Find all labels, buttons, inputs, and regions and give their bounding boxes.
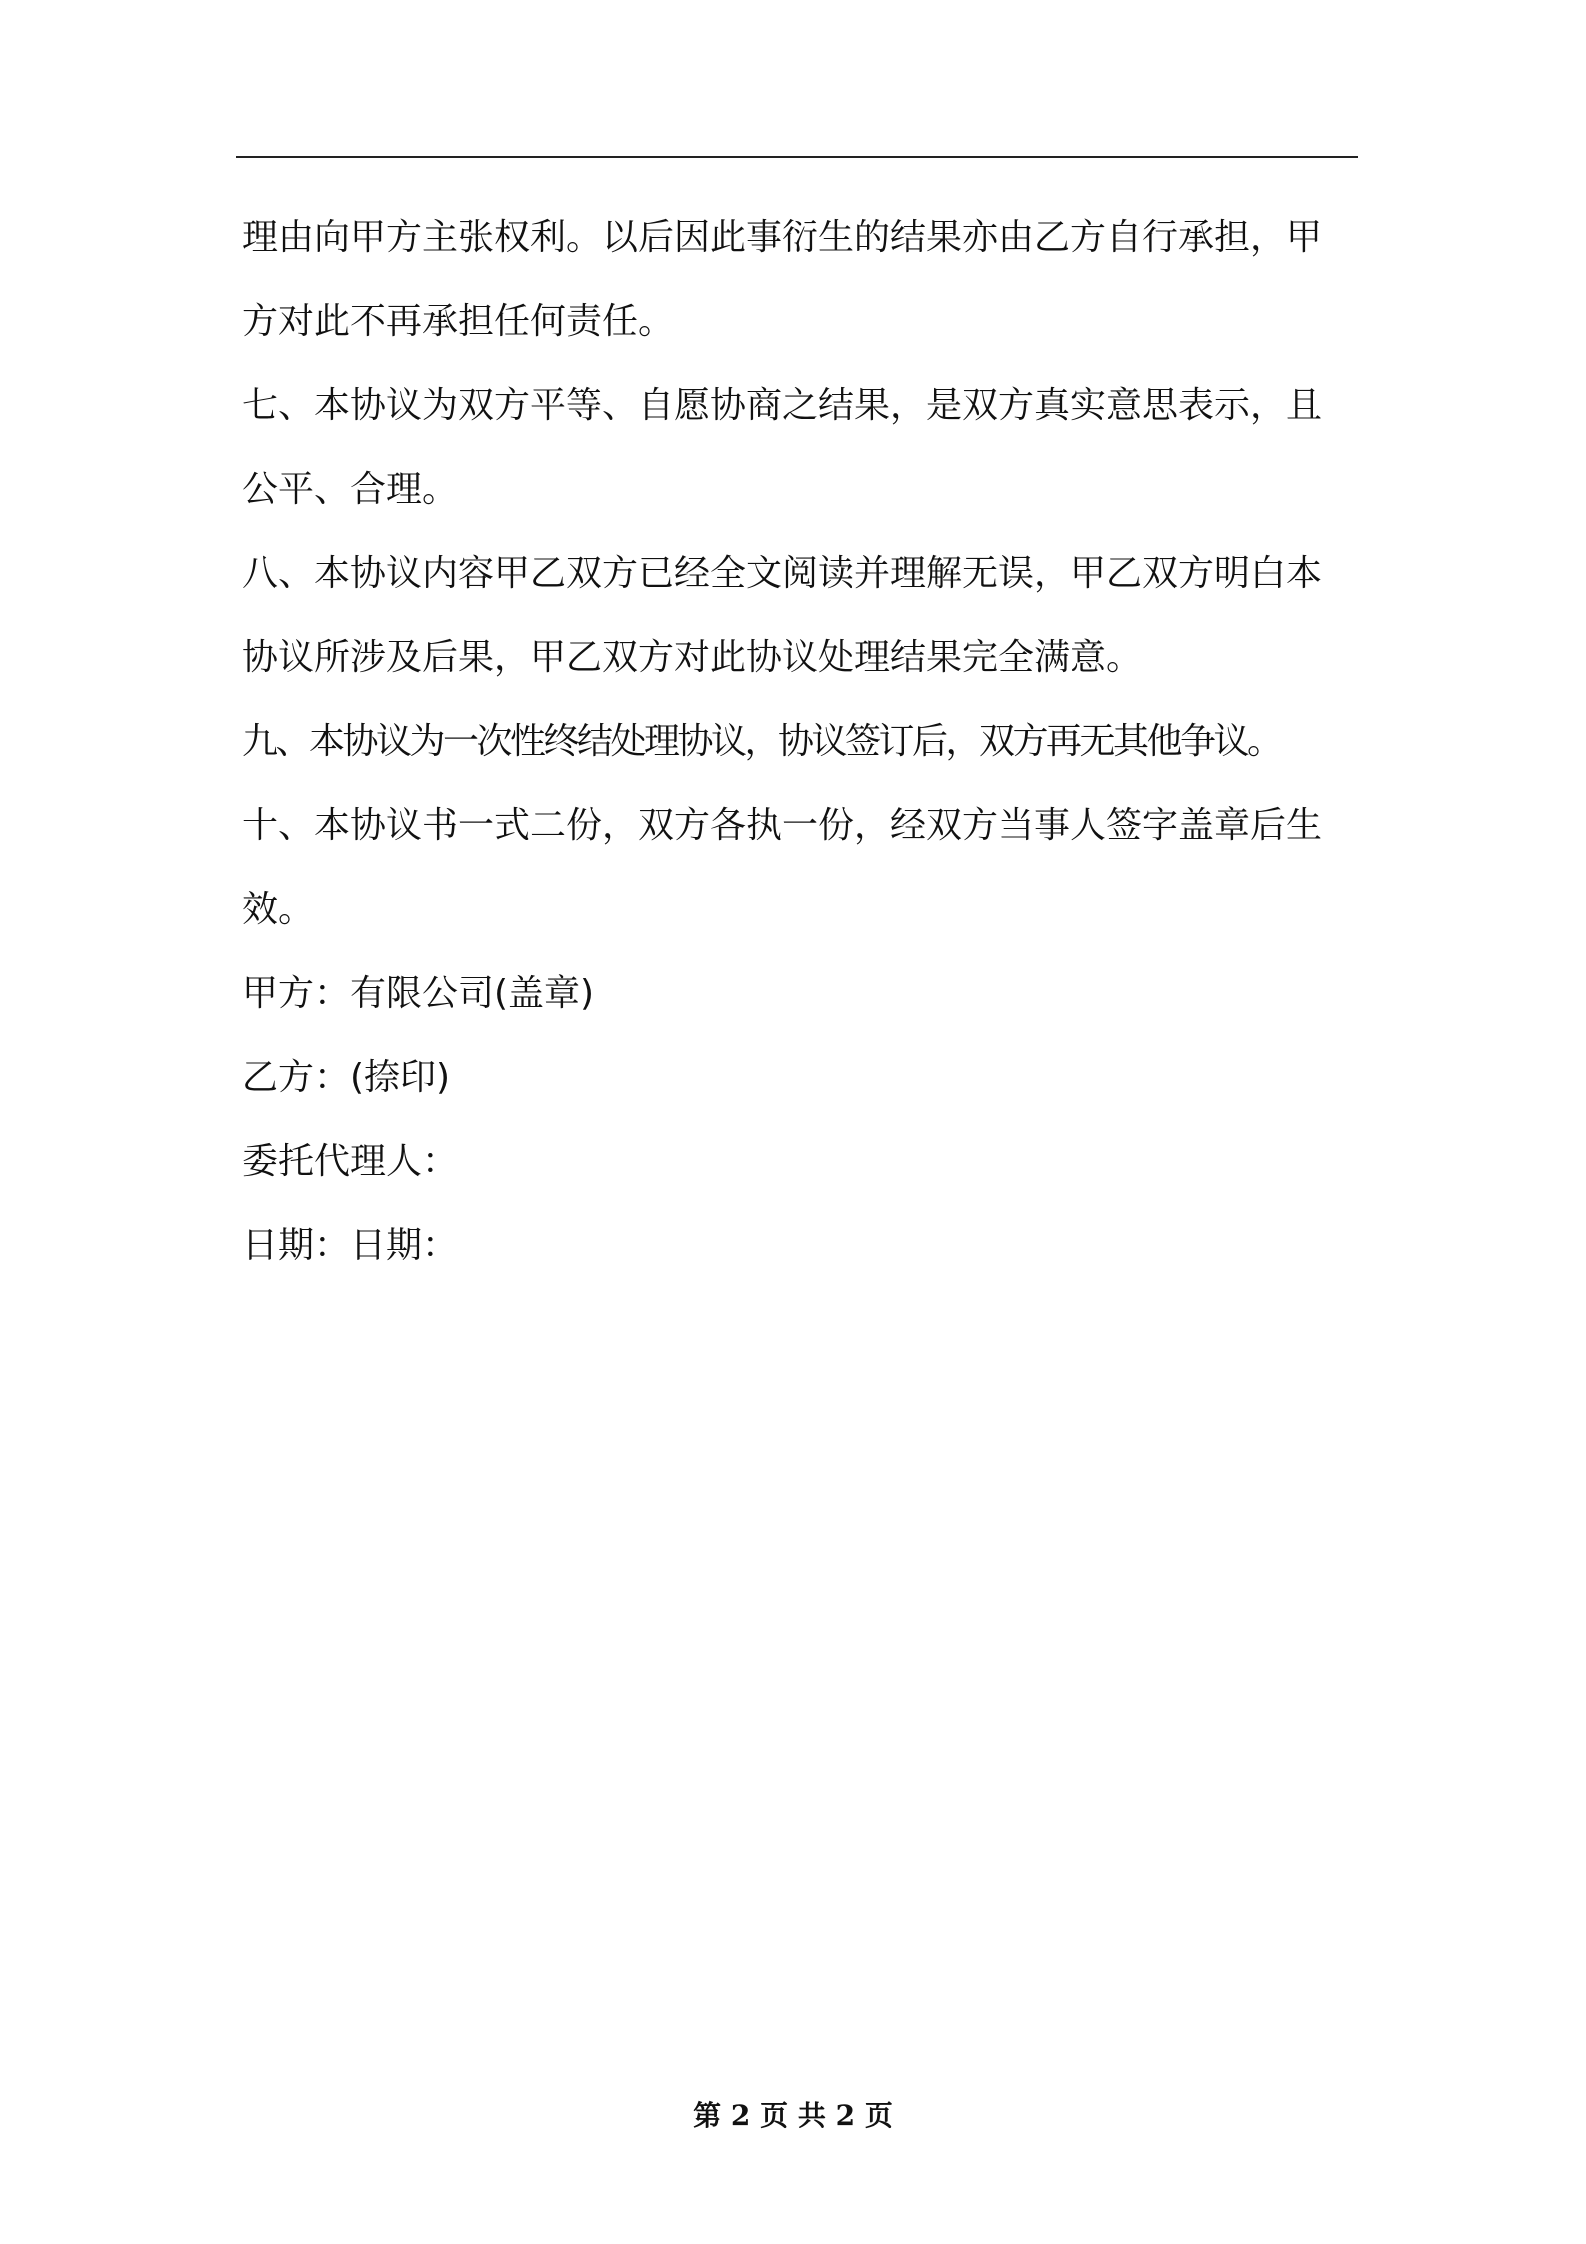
date-line: 日期：日期： xyxy=(242,1225,459,1266)
clause-10-line-2: 效。 xyxy=(242,889,315,930)
agent-signature: 委托代理人： xyxy=(242,1141,459,1182)
paragraph-6-line-1: 理由向甲方主张权利。以后因此事衍生的结果亦由乙方自行承担，甲 xyxy=(242,217,1323,258)
party-b-signature: 乙方：(捺印) xyxy=(242,1057,451,1098)
clause-9: 九、本协议为一次性终结处理协议，协议签订后，双方再无其他争议。 xyxy=(242,721,1281,762)
paragraph-6-line-2: 方对此不再承担任何责任。 xyxy=(242,301,675,342)
clause-8-line-2: 协议所涉及后果，甲乙双方对此协议处理结果完全满意。 xyxy=(242,637,1143,678)
header-rule xyxy=(236,156,1358,158)
page-number: 第 2 页 共 2 页 xyxy=(693,2099,893,2132)
clause-8-line-1: 八、本协议内容甲乙双方已经全文阅读并理解无误，甲乙双方明白本 xyxy=(242,553,1323,594)
agreement-body xyxy=(242,196,1357,1288)
clause-10-line-1: 十、本协议书一式二份，双方各执一份，经双方当事人签字盖章后生 xyxy=(242,805,1323,846)
clause-7-line-2: 公平、合理。 xyxy=(242,469,459,510)
clause-7-line-1: 七、本协议为双方平等、自愿协商之结果，是双方真实意思表示，且 xyxy=(242,385,1323,426)
party-a-signature: 甲方：有限公司(盖章) xyxy=(242,973,595,1014)
